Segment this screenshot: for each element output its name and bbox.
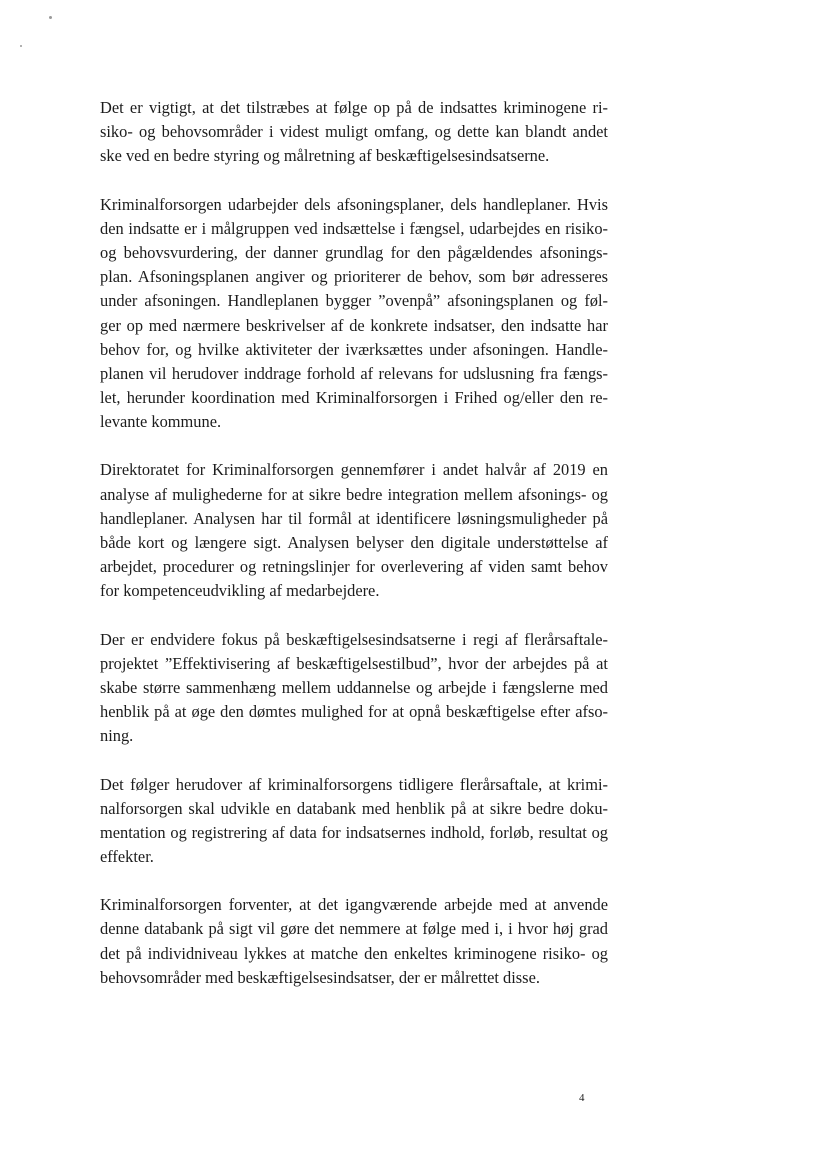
text-line: henblik på at øge den dømtes mulighed for at opnå beskæftigelse efter afso- [100, 702, 608, 722]
text-line: det på individniveau lykkes at matche den enkeltes kriminogene risiko- og [100, 943, 608, 963]
text-line: Direktoratet for Kriminalforsorgen gennemfører i andet halvår af 2019 en [100, 460, 608, 480]
paragraph-2 [100, 193, 608, 435]
text-line: ning. [100, 726, 134, 746]
text-line: Kriminalforsorgen udarbejder dels afsoningsplaner, dels handleplaner. Hvis [100, 194, 608, 214]
paragraph-4 [100, 628, 608, 749]
text-line: plan. Afsoningsplanen angiver og prioriterer de behov, som bør adresseres [100, 267, 608, 287]
text-line: skabe større sammenhæng mellem uddannelse og arbejde i fængslerne med [100, 677, 608, 697]
text-line: for kompetenceudvikling af medarbejdere. [100, 581, 380, 601]
text-line: ger op med nærmere beskrivelser af de konkrete indsatser, den indsatte har [100, 315, 608, 335]
page-number: 4 [579, 1092, 585, 1104]
text-line: nalforsorgen skal udvikle en databank med henblik på at sikre bedre doku- [100, 798, 608, 818]
text-line: Det er vigtigt, at det tilstræbes at følge op på de indsattes kriminogene ri- [100, 98, 608, 117]
document-body [100, 96, 608, 1014]
text-line: under afsoningen. Handleplanen bygger ”ovenpå” afsoningsplanen og føl- [100, 291, 608, 311]
text-line: behovsområder med beskæftigelsesindsatser, der er målrettet disse. [100, 967, 540, 987]
text-line: planen vil herudover inddrage forhold af relevans for udslusning fra fængs- [100, 363, 608, 383]
text-line: Der er endvidere fokus på beskæftigelsesindsatserne i regi af flerårsaftale- [100, 629, 608, 649]
text-line: og behovsvurdering, der danner grundlag for den pågældendes afsonings- [100, 242, 608, 262]
scan-speck [49, 16, 52, 19]
text-line: ske ved en bedre styring og målretning af beskæftigelsesindsatserne. [100, 146, 550, 166]
text-line: Det følger herudover af kriminalforsorgens tidligere flerårsaftale, at krimi- [100, 774, 608, 794]
paragraph-5 [100, 773, 608, 870]
text-line: handleplaner. Analysen har til formål at identificere løsningsmuligheder på [100, 508, 608, 528]
text-line: arbejdet, procedurer og retningslinjer for overlevering af viden samt behov [100, 557, 608, 577]
text-line: levante kommune. [100, 412, 222, 432]
text-line: den indsatte er i målgruppen ved indsættelse i fængsel, udarbejdes en risiko- [100, 218, 608, 238]
scan-speck [20, 45, 22, 47]
text-line: siko- og behovsområder i videst muligt omfang, og dette kan blandt andet [100, 122, 608, 142]
text-line: denne databank på sigt vil gøre det nemmere at følge med i, i hvor høj grad [100, 919, 608, 939]
paragraph-1 [100, 96, 608, 169]
paragraph-3 [100, 458, 608, 603]
text-line: projektet ”Effektivisering af beskæftigelsestilbud”, hvor der arbejdes på at [100, 653, 608, 673]
text-line: Kriminalforsorgen forventer, at det igangværende arbejde med at anvende [100, 895, 608, 915]
text-line: behov for, og hvilke aktiviteter der iværksættes under afsoningen. Handle- [100, 339, 608, 359]
paragraph-6 [100, 893, 608, 990]
text-line: både kort og længere sigt. Analysen belyser den digitale understøttelse af [100, 533, 608, 552]
text-line: effekter. [100, 847, 154, 867]
text-line: analyse af mulighederne for at sikre bedre integration mellem afsonings- og [100, 484, 608, 504]
text-line: let, herunder koordination med Kriminalforsorgen i Frihed og/eller den re- [100, 388, 608, 408]
text-line: mentation og registrering af data for indsatsernes indhold, forløb, resultat og [100, 822, 608, 842]
